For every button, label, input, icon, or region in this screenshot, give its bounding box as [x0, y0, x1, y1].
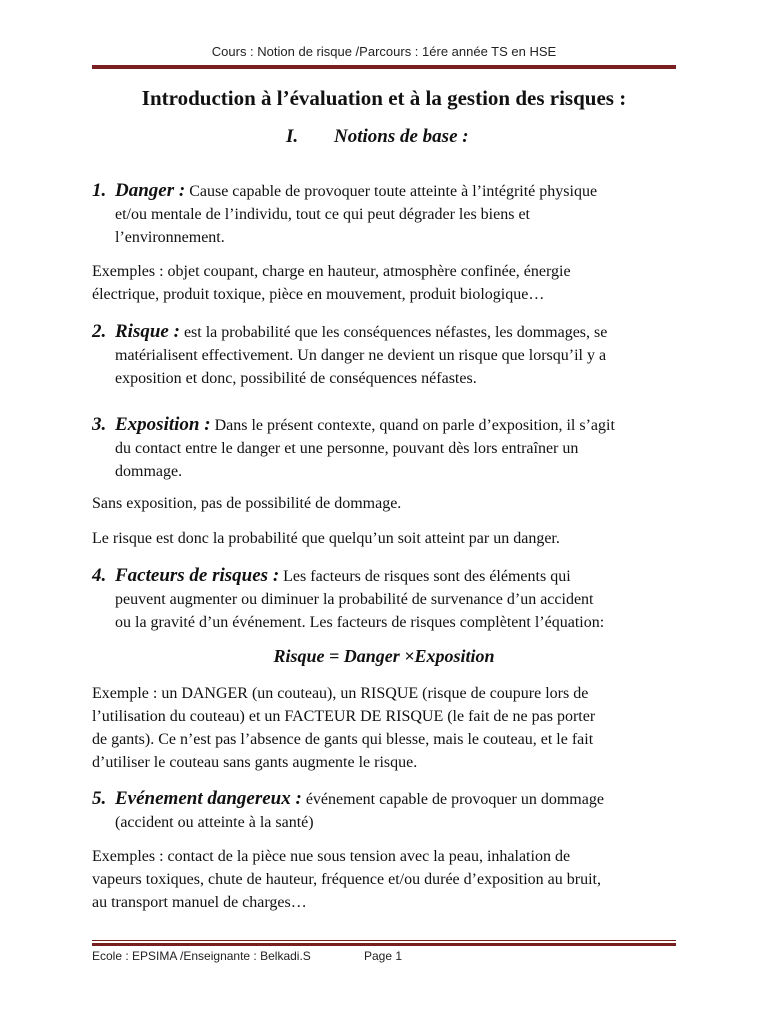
definition-text: l’environnement. — [115, 229, 225, 246]
term-exposition: Exposition : — [115, 414, 211, 435]
risk-equation: Risque = Danger ×Exposition — [273, 646, 495, 666]
examples-paragraph — [92, 260, 682, 306]
paragraph-line: vapeurs toxiques, chute de hauteur, fréquence et/ou durée d’exposition au bruit, — [92, 871, 601, 888]
paragraph-line: électrique, produit toxique, pièce en mouvement, produit biologique… — [92, 286, 545, 303]
paragraph-line: Exemples : objet coupant, charge en hauteur, atmosphère confinée, énergie — [92, 263, 571, 280]
term-facteurs: Facteurs de risques : — [115, 565, 280, 586]
term-risque: Risque : — [115, 321, 180, 342]
definition-text: événement capable de provoquer un dommage — [301, 791, 604, 808]
definition-text: Les facteurs de risques sont des éléments qui — [279, 568, 571, 585]
definition-text: dommage. — [115, 463, 183, 480]
note-risque-donc: Le risque est donc la probabilité que quelqu’un soit atteint par un danger. — [92, 530, 560, 547]
definition-facteurs — [92, 564, 682, 634]
page-number: Page 1 — [364, 949, 403, 963]
section-heading — [286, 126, 469, 148]
definition-text: exposition et donc, possibilité de conséquences néfastes. — [115, 370, 477, 387]
page-footer — [92, 949, 676, 963]
definition-text: et/ou mentale de l’individu, tout ce qui peut dégrader les biens et — [115, 206, 530, 223]
definition-text: Dans le présent contexte, quand on parle d’exposition, il s’agit — [210, 417, 615, 434]
term-danger: Danger : — [115, 180, 186, 201]
paragraph-line: de gants). Ce n’est pas l’absence de gants qui blesse, mais le couteau, et le fait — [92, 731, 594, 748]
item-number: 3. — [92, 414, 107, 435]
definition-text: ou la gravité d’un événement. Les facteurs de risques complètent l’équation: — [115, 614, 605, 631]
footer-school: Ecole : EPSIMA /Enseignante : Belkadi.S — [92, 949, 311, 963]
item-number: 4. — [92, 565, 107, 586]
document-title: Introduction à l’évaluation et à la gestion des risques : — [141, 86, 627, 110]
item-number: 2. — [92, 321, 107, 342]
definition-exposition — [92, 413, 682, 483]
term-evenement: Evénement dangereux : — [115, 788, 302, 809]
definition-text: peuvent augmenter ou diminuer la probabilité de survenance d’un accident — [115, 591, 594, 608]
definition-danger — [92, 179, 682, 249]
paragraph-line: l’utilisation du couteau) et un FACTEUR DE RISQUE (le fait de ne pas porter — [92, 708, 596, 725]
item-number: 5. — [92, 788, 107, 809]
paragraph-line: Exemples : contact de la pièce nue sous tension avec la peau, inhalation de — [92, 848, 571, 865]
definition-text: est la probabilité que les conséquences néfastes, les dommages, se — [179, 324, 608, 341]
section-number: I. — [286, 126, 299, 147]
definition-text: du contact entre le danger et une personne, pouvant dès lors entraîner un — [115, 440, 579, 457]
definition-text: Cause capable de provoquer toute atteinte à l’intégrité physique — [185, 183, 598, 200]
definition-text: (accident ou atteinte à la santé) — [115, 814, 314, 831]
definition-evenement — [92, 787, 682, 834]
definition-risque — [92, 320, 682, 390]
item-number: 1. — [92, 180, 107, 201]
example-paragraph — [92, 682, 682, 774]
definition-text: matérialisent effectivement. Un danger ne devient un risque que lorsqu’il y a — [115, 347, 607, 364]
footer-rule — [92, 940, 676, 946]
header-rule — [92, 63, 676, 69]
note-sans-exposition: Sans exposition, pas de possibilité de dommage. — [92, 495, 402, 512]
section-label: Notions de base : — [334, 126, 469, 147]
paragraph-line: au transport manuel de charges… — [92, 894, 307, 911]
paragraph-line: Exemple : un DANGER (un couteau), un RISQUE (risque de coupure lors de — [92, 685, 589, 702]
paragraph-line: d’utiliser le couteau sans gants augmente le risque. — [92, 754, 418, 771]
examples-paragraph-3 — [92, 845, 682, 914]
page-header: Cours : Notion de risque /Parcours : 1ére année TS en HSE — [211, 44, 557, 59]
